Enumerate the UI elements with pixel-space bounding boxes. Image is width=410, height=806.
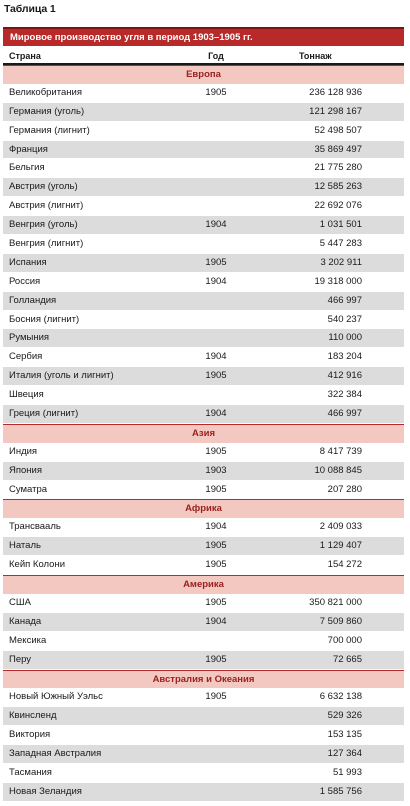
cell-tonnage: 529 326 bbox=[327, 710, 362, 722]
cell-country: Бельгия bbox=[9, 162, 45, 174]
table-row bbox=[3, 518, 404, 537]
cell-tonnage: 466 997 bbox=[327, 408, 362, 420]
cell-tonnage: 52 498 507 bbox=[314, 124, 362, 136]
table-row bbox=[3, 783, 404, 802]
table-row bbox=[3, 348, 404, 367]
region-header: Америка bbox=[3, 575, 404, 594]
cell-tonnage: 236 128 936 bbox=[309, 86, 362, 98]
cell-tonnage: 121 298 167 bbox=[309, 105, 362, 117]
cell-tonnage: 5 447 283 bbox=[319, 238, 362, 250]
cell-year: 1905 bbox=[205, 596, 227, 608]
cell-country: США bbox=[9, 596, 31, 608]
cell-tonnage: 3 202 911 bbox=[320, 256, 362, 268]
cell-country: Трансвааль bbox=[9, 521, 61, 533]
cell-tonnage: 700 000 bbox=[327, 634, 362, 646]
cell-country: Германия (лигнит) bbox=[9, 124, 90, 136]
table-row bbox=[3, 764, 404, 783]
cell-country: Кейп Колони bbox=[9, 559, 66, 571]
table-row bbox=[3, 292, 404, 311]
region-header: Австралия и Океания bbox=[3, 670, 404, 689]
cell-year: 1903 bbox=[205, 464, 227, 476]
cell-tonnage: 540 237 bbox=[327, 313, 362, 325]
table-row bbox=[3, 273, 404, 292]
cell-year: 1904 bbox=[205, 615, 227, 627]
cell-country: Перу bbox=[9, 653, 32, 665]
cell-tonnage: 10 088 845 bbox=[314, 464, 362, 476]
cell-tonnage: 466 997 bbox=[327, 294, 362, 306]
cell-country: Япония bbox=[9, 464, 42, 476]
cell-tonnage: 22 692 076 bbox=[314, 200, 362, 212]
cell-country: Германия (уголь) bbox=[9, 105, 85, 117]
cell-country: Франция bbox=[9, 143, 48, 155]
cell-country: Западная Австралия bbox=[9, 748, 102, 760]
cell-country: Италия (уголь и лигнит) bbox=[9, 370, 114, 382]
cell-country: Австрия (уголь) bbox=[9, 181, 78, 193]
table-row bbox=[3, 386, 404, 405]
table-row bbox=[3, 632, 404, 651]
table-row bbox=[3, 84, 404, 103]
table-row bbox=[3, 707, 404, 726]
table-header-row bbox=[3, 47, 404, 65]
cell-year: 1905 bbox=[205, 86, 227, 98]
table-title: Мировое производство угля в период 1903–1905 гг. bbox=[3, 27, 404, 46]
cell-tonnage: 1 585 756 bbox=[319, 785, 362, 797]
cell-tonnage: 1 129 407 bbox=[319, 540, 362, 552]
cell-tonnage: 153 135 bbox=[327, 729, 362, 741]
cell-tonnage: 110 000 bbox=[328, 332, 362, 344]
table-row bbox=[3, 462, 404, 481]
cell-tonnage: 35 869 497 bbox=[314, 143, 362, 155]
table-row bbox=[3, 745, 404, 764]
table-row bbox=[3, 216, 404, 235]
cell-country: Суматра bbox=[9, 483, 48, 495]
table-row bbox=[3, 367, 404, 386]
cell-country: Тасмания bbox=[9, 766, 52, 778]
region-header: Африка bbox=[3, 499, 404, 518]
table-row bbox=[3, 556, 404, 575]
table-row bbox=[3, 235, 404, 254]
cell-country: Виктория bbox=[9, 729, 51, 741]
cell-tonnage: 154 272 bbox=[327, 559, 362, 571]
header-year: Год bbox=[208, 51, 224, 61]
table-row bbox=[3, 651, 404, 670]
cell-tonnage: 1 031 501 bbox=[319, 219, 362, 231]
cell-tonnage: 7 509 860 bbox=[319, 615, 362, 627]
table-row bbox=[3, 443, 404, 462]
table-row bbox=[3, 688, 404, 707]
header-country: Страна bbox=[9, 51, 41, 61]
cell-country: Испания bbox=[9, 256, 47, 268]
cell-country: Мексика bbox=[9, 634, 47, 646]
cell-country: Россия bbox=[9, 275, 41, 287]
table-row bbox=[3, 311, 404, 330]
table-row bbox=[3, 141, 404, 160]
table-row bbox=[3, 122, 404, 141]
cell-tonnage: 12 585 263 bbox=[314, 181, 362, 193]
table-row bbox=[3, 405, 404, 424]
cell-year: 1905 bbox=[205, 445, 227, 457]
region-header: Азия bbox=[3, 424, 404, 443]
cell-tonnage: 21 775 280 bbox=[314, 162, 362, 174]
table-row bbox=[3, 254, 404, 273]
cell-country: Венгрия (лигнит) bbox=[9, 238, 84, 250]
cell-tonnage: 412 916 bbox=[327, 370, 362, 382]
table-row bbox=[3, 159, 404, 178]
table-row bbox=[3, 613, 404, 632]
cell-year: 1904 bbox=[205, 351, 227, 363]
cell-country: Великобритания bbox=[9, 86, 82, 98]
cell-tonnage: 19 318 000 bbox=[314, 275, 362, 287]
cell-tonnage: 72 665 bbox=[332, 653, 362, 665]
table-body bbox=[3, 65, 404, 802]
cell-tonnage: 2 409 033 bbox=[319, 521, 362, 533]
header-tonnage: Тоннаж bbox=[299, 51, 332, 61]
table-row bbox=[3, 197, 404, 216]
cell-tonnage: 127 364 bbox=[327, 748, 362, 760]
cell-country: Голландия bbox=[9, 294, 57, 306]
cell-year: 1905 bbox=[205, 256, 227, 268]
cell-country: Канада bbox=[9, 615, 42, 627]
cell-country: Квинсленд bbox=[9, 710, 57, 722]
cell-country: Венгрия (уголь) bbox=[9, 219, 78, 231]
cell-country: Австрия (лигнит) bbox=[9, 200, 84, 212]
cell-country: Новая Зеландия bbox=[9, 785, 82, 797]
cell-year: 1904 bbox=[205, 521, 227, 533]
cell-country: Индия bbox=[9, 445, 38, 457]
cell-year: 1905 bbox=[205, 483, 227, 495]
cell-year: 1905 bbox=[205, 540, 227, 552]
cell-tonnage: 322 384 bbox=[327, 389, 362, 401]
cell-year: 1904 bbox=[205, 219, 227, 231]
cell-tonnage: 350 821 000 bbox=[309, 596, 362, 608]
cell-tonnage: 207 280 bbox=[327, 483, 362, 495]
cell-country: Швеция bbox=[9, 389, 44, 401]
cell-year: 1904 bbox=[205, 408, 227, 420]
cell-country: Румыния bbox=[9, 332, 50, 344]
table-row bbox=[3, 726, 404, 745]
cell-country: Греция (лигнит) bbox=[9, 408, 79, 420]
table-row bbox=[3, 594, 404, 613]
cell-year: 1905 bbox=[205, 691, 227, 703]
cell-country: Сербия bbox=[9, 351, 43, 363]
cell-tonnage: 6 632 138 bbox=[319, 691, 362, 703]
cell-country: Новый Южный Уэльс bbox=[9, 691, 103, 703]
cell-tonnage: 51 993 bbox=[332, 766, 362, 778]
region-header: Европа bbox=[3, 65, 404, 84]
cell-year: 1904 bbox=[205, 275, 227, 287]
cell-year: 1905 bbox=[205, 559, 227, 571]
cell-year: 1905 bbox=[205, 370, 227, 382]
cell-country: Наталь bbox=[9, 540, 41, 552]
table-row bbox=[3, 178, 404, 197]
table-row bbox=[3, 537, 404, 556]
table-row bbox=[3, 103, 404, 122]
table-row bbox=[3, 481, 404, 500]
cell-tonnage: 8 417 739 bbox=[319, 445, 362, 457]
cell-country: Босния (лигнит) bbox=[9, 313, 80, 325]
table-caption: Таблица 1 bbox=[4, 3, 56, 15]
cell-year: 1905 bbox=[205, 653, 227, 665]
cell-tonnage: 183 204 bbox=[327, 351, 362, 363]
table-row bbox=[3, 329, 404, 348]
